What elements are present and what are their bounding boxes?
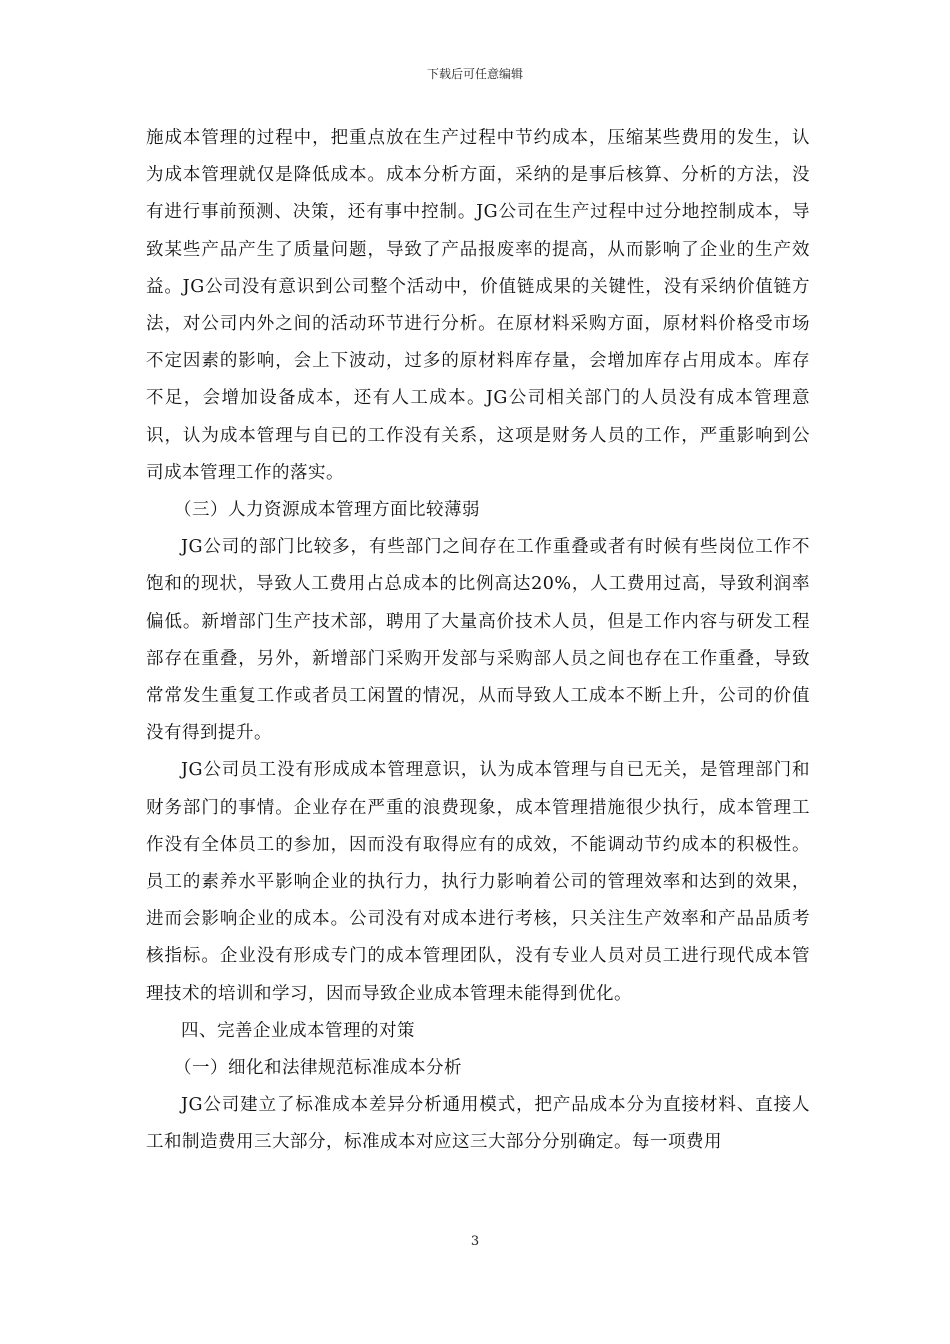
section-heading-3: （三）人力资源成本管理方面比较薄弱 [174, 500, 480, 521]
paragraph-staff-overlap: JG公司的部门比较多，有些部门之间存在工作重叠或者有时候有些岗位工作不饱和的现状，导致人工费用占总成本的比例高达20%，人工费用过高，导致利润率偏低。新增部门生产技术部，聘用了大量高价技术人员，但是工作内容与研发工程部存在重叠，另外，新增部门采购开发部与采购部人员之间也存在工作重叠，导致常常发生重复工作或者员工闲置的情况，从而导致人工成本不断上升，公司的价值没有得到提升。 [146, 537, 810, 744]
document-body [146, 120, 810, 1162]
page-number: 3 [470, 1234, 480, 1249]
paragraph-continuation: 施成本管理的过程中，把重点放在生产过程中节约成本，压缩某些费用的发生，认为成本管理就仅是降低成本。成本分析方面，采纳的是事后核算、分析的方法，没有进行事前预测、决策，还有事中控制。JG公司在生产过程中过分地控制成本，导致某些产品产生了质量问题，导致了产品报废率的提高，从而影响了企业的生产效益。JG公司没有意识到公司整个活动中，价值链成果的关键性，没有采纳价值链方法，对公司内外之间的活动环节进行分析。在原材料采购方面，原材料价格受市场不定因素的影响，会上下波动，过多的原材料库存量，会增加库存占用成本。库存不足，会增加设备成本，还有人工成本。JG公司相关部门的人员没有成本管理意识，认为成本管理与自已的工作没有关系，这项是财务人员的工作，严重影响到公司成本管理工作的落实。 [146, 128, 810, 483]
section-heading-4: 四、完善企业成本管理的对策 [181, 1020, 415, 1041]
paragraph-standard-cost: JG公司建立了标准成本差异分析通用模式，把产品成本分为直接材料、直接人工和制造费用三大部分，标准成本对应这三大部分分别确定。每一项费用 [146, 1095, 810, 1153]
subsection-heading-4-1: （一）细化和法律规范标准成本分析 [174, 1058, 462, 1079]
paragraph-cost-awareness: JG公司员工没有形成成本管理意识，认为成本管理与自已无关，是管理部门和财务部门的事情。企业存在严重的浪费现象，成本管理措施很少执行，成本管理工作没有全体员工的参加，因而没有取得应有的成效，不能调动节约成本的积极性。员工的素养水平影响企业的执行力，执行力影响着公司的管理效率和达到的效果，进而会影响企业的成本。公司没有对成本进行考核，只关注生产效率和产品品质考核指标。企业没有形成专门的成本管理团队，没有专业人员对员工进行现代成本管理技术的培训和学习，因而导致企业成本管理未能得到优化。 [146, 760, 810, 1004]
page-header: 下载后可任意编辑 [426, 67, 523, 81]
